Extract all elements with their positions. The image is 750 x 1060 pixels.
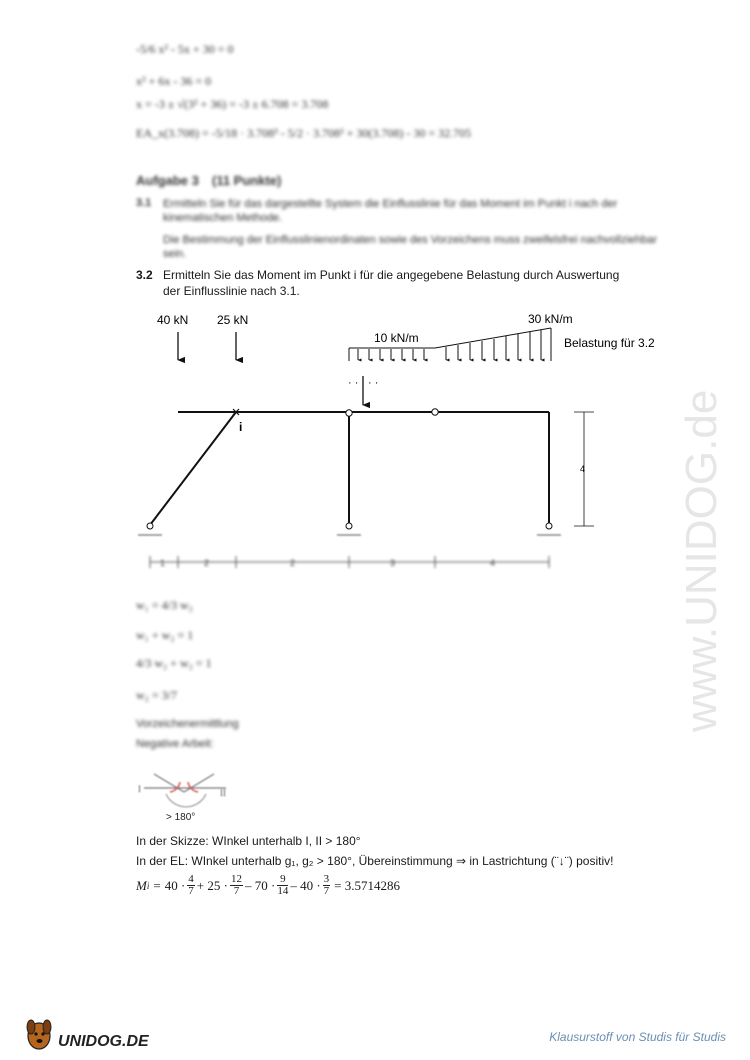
- negative-work-label: Negative Arbeit:: [136, 738, 214, 750]
- dist-load-end-label: 30 kN/m: [528, 312, 573, 326]
- lower-eq-3: 4/3 w₂ + w₂ = 1: [136, 656, 212, 670]
- mi-frac-2: $\frac{12}{7}$: [230, 873, 242, 897]
- mi-sub: i: [146, 880, 150, 891]
- dim-label: 2: [204, 558, 210, 568]
- belastung-caption: Belastung für 3.2: [564, 336, 655, 350]
- unidog-logo[interactable]: [22, 1012, 172, 1054]
- height-dim-label: 4: [580, 464, 586, 474]
- load-25kn-label: 25 kN: [217, 313, 249, 327]
- dimension-chain: [150, 556, 549, 568]
- mi-term-1: 40 ·: [164, 877, 186, 893]
- footer-tagline: Klausurstoff von Studis für Studis: [549, 1030, 726, 1044]
- hinge-load-dots-left: · ·: [348, 377, 359, 389]
- item32-text-line1: Ermitteln Sie das Moment im Punkt i für die angegebene Belastung durch Auswertung: [163, 268, 620, 282]
- hinge-middle: [346, 410, 352, 416]
- hinge-right: [432, 409, 438, 415]
- item31-text1: Ermitteln Sie für das dargestellte System die Einflusslinie für das Moment im Punkt i nach der kinematischen Methode.: [163, 198, 618, 224]
- lower-eq-2: w₁ + w₂ = 1: [136, 628, 194, 642]
- dim-label: 1: [160, 558, 166, 568]
- svg-text:I: I: [138, 784, 141, 794]
- el-line: In der EL: WInkel unterhalb g₁, g₂ > 180°, Übereinstimmung ⇒ in Lastrichtung (¨↓¨) positiv!: [136, 854, 614, 868]
- logo-text: UNIDOG.DE: [58, 1033, 149, 1050]
- svg-text:II: II: [220, 788, 226, 798]
- mi-frac-4: $\frac{3}{7}$: [323, 873, 330, 897]
- task3-title: Aufgabe 3: [136, 173, 199, 188]
- skizze-line: In der Skizze: WInkel unterhalb I, II > 180°: [136, 834, 361, 848]
- item32-text-line2: der Einflusslinie nach 3.1.: [163, 284, 300, 298]
- task3-points: (11 Punkte): [212, 173, 282, 188]
- angle-sketch: [136, 756, 246, 826]
- equation-3: x = -3 ± √(3² + 36) = -3 ± 6.708 = 3.708: [136, 97, 329, 111]
- lower-eq-1: w₁ = 4/3 w₂: [136, 598, 193, 612]
- mi-frac-3: $\frac{9}{14}$: [277, 873, 289, 897]
- item32-number: 3.2: [136, 268, 153, 282]
- mi-label: M: [136, 877, 147, 893]
- watermark: [640, 270, 750, 740]
- support-middle: [337, 523, 361, 535]
- mi-term-3: – 70 ·: [244, 877, 276, 893]
- moment-equation: [136, 874, 400, 897]
- mi-frac-1: $\frac{4}{7}$: [188, 873, 194, 897]
- item31-text2: Die Bestimmung der Einflusslinienordinaten sowie des Vorzeichens muss zweifelsfrei nachvollziehbar sein.: [163, 234, 658, 260]
- equation-2: x² + 6x - 36 = 0: [136, 74, 212, 88]
- dim-label: 4: [490, 558, 496, 568]
- support-left: [138, 523, 162, 535]
- support-right: [537, 523, 561, 535]
- point-i-label: i: [239, 420, 243, 434]
- angle-label: > 180°: [166, 812, 196, 823]
- dim-label: 2: [290, 558, 296, 568]
- equation-1: -5/6 x² - 5x + 30 = 0: [136, 42, 234, 56]
- dog-icon: [27, 1020, 51, 1049]
- hinge-load-dots-right: · ·: [368, 377, 379, 389]
- inclined-strut: [150, 412, 236, 525]
- sign-title: Vorzeichenermittlung: [136, 718, 239, 730]
- mi-term-4: – 40 ·: [290, 877, 321, 893]
- mi-eq: =: [153, 877, 161, 893]
- load-40kn-label: 40 kN: [157, 313, 189, 327]
- mi-term-2: + 25 ·: [196, 877, 228, 893]
- mi-result: = 3.5714286: [334, 877, 400, 893]
- lower-eq-4: w₂ = 3/7: [136, 688, 177, 702]
- dim-label: 3: [390, 558, 396, 568]
- watermark-text: www.UNIDOG.de: [677, 389, 726, 732]
- equation-4: EA_x(3.708) = -5/18 · 3.708³ - 5/2 · 3.708² + 30(3.708) - 30 = 32.705: [136, 126, 472, 140]
- item31-number: 3.1: [136, 197, 152, 209]
- dist-load-start-label: 10 kN/m: [374, 331, 419, 345]
